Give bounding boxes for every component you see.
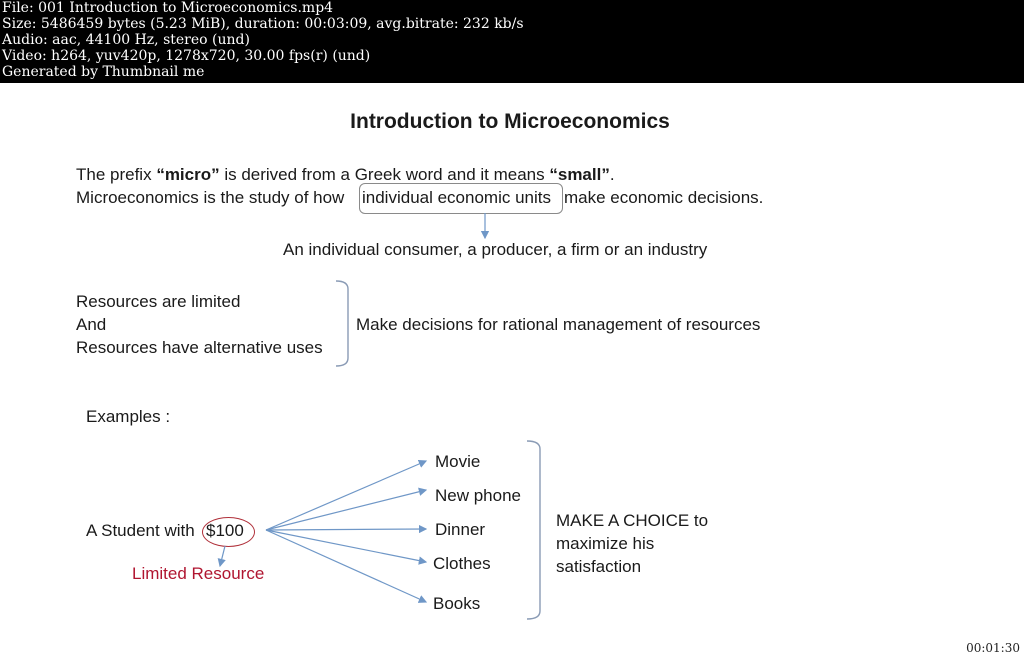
arrow-dinner	[266, 529, 426, 530]
video-info-line: Video: h264, yuv420p, 1278x720, 30.00 fps(r) (und)	[2, 48, 371, 64]
slide-title: Introduction to Microeconomics	[350, 110, 670, 133]
timestamp: 00:01:30	[966, 641, 1020, 655]
prefix-text: The prefix	[76, 165, 157, 184]
examples-label: Examples :	[86, 407, 171, 426]
definition-start: Microeconomics is the study of how	[76, 188, 345, 207]
audio-info-line: Audio: aac, 44100 Hz, stereo (und)	[2, 32, 250, 48]
choice-books: Books	[433, 594, 481, 613]
resources-alternative-text: Resources have alternative uses	[76, 338, 323, 357]
choice-dinner: Dinner	[435, 520, 486, 539]
make-choice-line3: satisfaction	[556, 557, 642, 576]
make-choice-line2: maximize his	[556, 534, 655, 553]
decisions-text: Make decisions for rational management of resources	[356, 315, 761, 334]
prefix-middle-text: is derived from a Greek word and it means	[219, 165, 550, 184]
resources-limited-text: Resources are limited	[76, 292, 241, 311]
choices-bracket	[527, 441, 540, 619]
file-size-line: Size: 5486459 bytes (5.23 MiB), duration: 00:03:09, avg.bitrate: 232 kb/s	[2, 16, 524, 32]
micro-term: “micro”	[156, 165, 220, 184]
limited-resource-label: Limited Resource	[132, 564, 265, 583]
choice-clothes: Clothes	[433, 554, 491, 573]
make-choice-line1: MAKE A CHOICE to	[556, 511, 709, 530]
file-name-line: File: 001 Introduction to Microeconomics.mp4	[2, 0, 334, 16]
student-text: A Student with	[86, 521, 195, 540]
individual-units-text: individual economic units	[362, 188, 551, 207]
arrow-books	[266, 530, 426, 602]
small-term: “small”	[549, 165, 610, 184]
generator-line: Generated by Thumbnail me	[2, 64, 205, 80]
choice-movie: Movie	[435, 452, 481, 471]
and-text: And	[76, 315, 107, 334]
units-examples-text: An individual consumer, a producer, a firm or an industry	[283, 240, 708, 259]
amount-text: $100	[206, 521, 244, 540]
arrow-clothes	[266, 530, 426, 562]
limited-arrow	[220, 546, 225, 566]
choice-new-phone: New phone	[435, 486, 522, 505]
resources-bracket	[336, 281, 348, 366]
prefix-period: .	[609, 165, 615, 184]
definition-end: make economic decisions.	[564, 188, 764, 207]
